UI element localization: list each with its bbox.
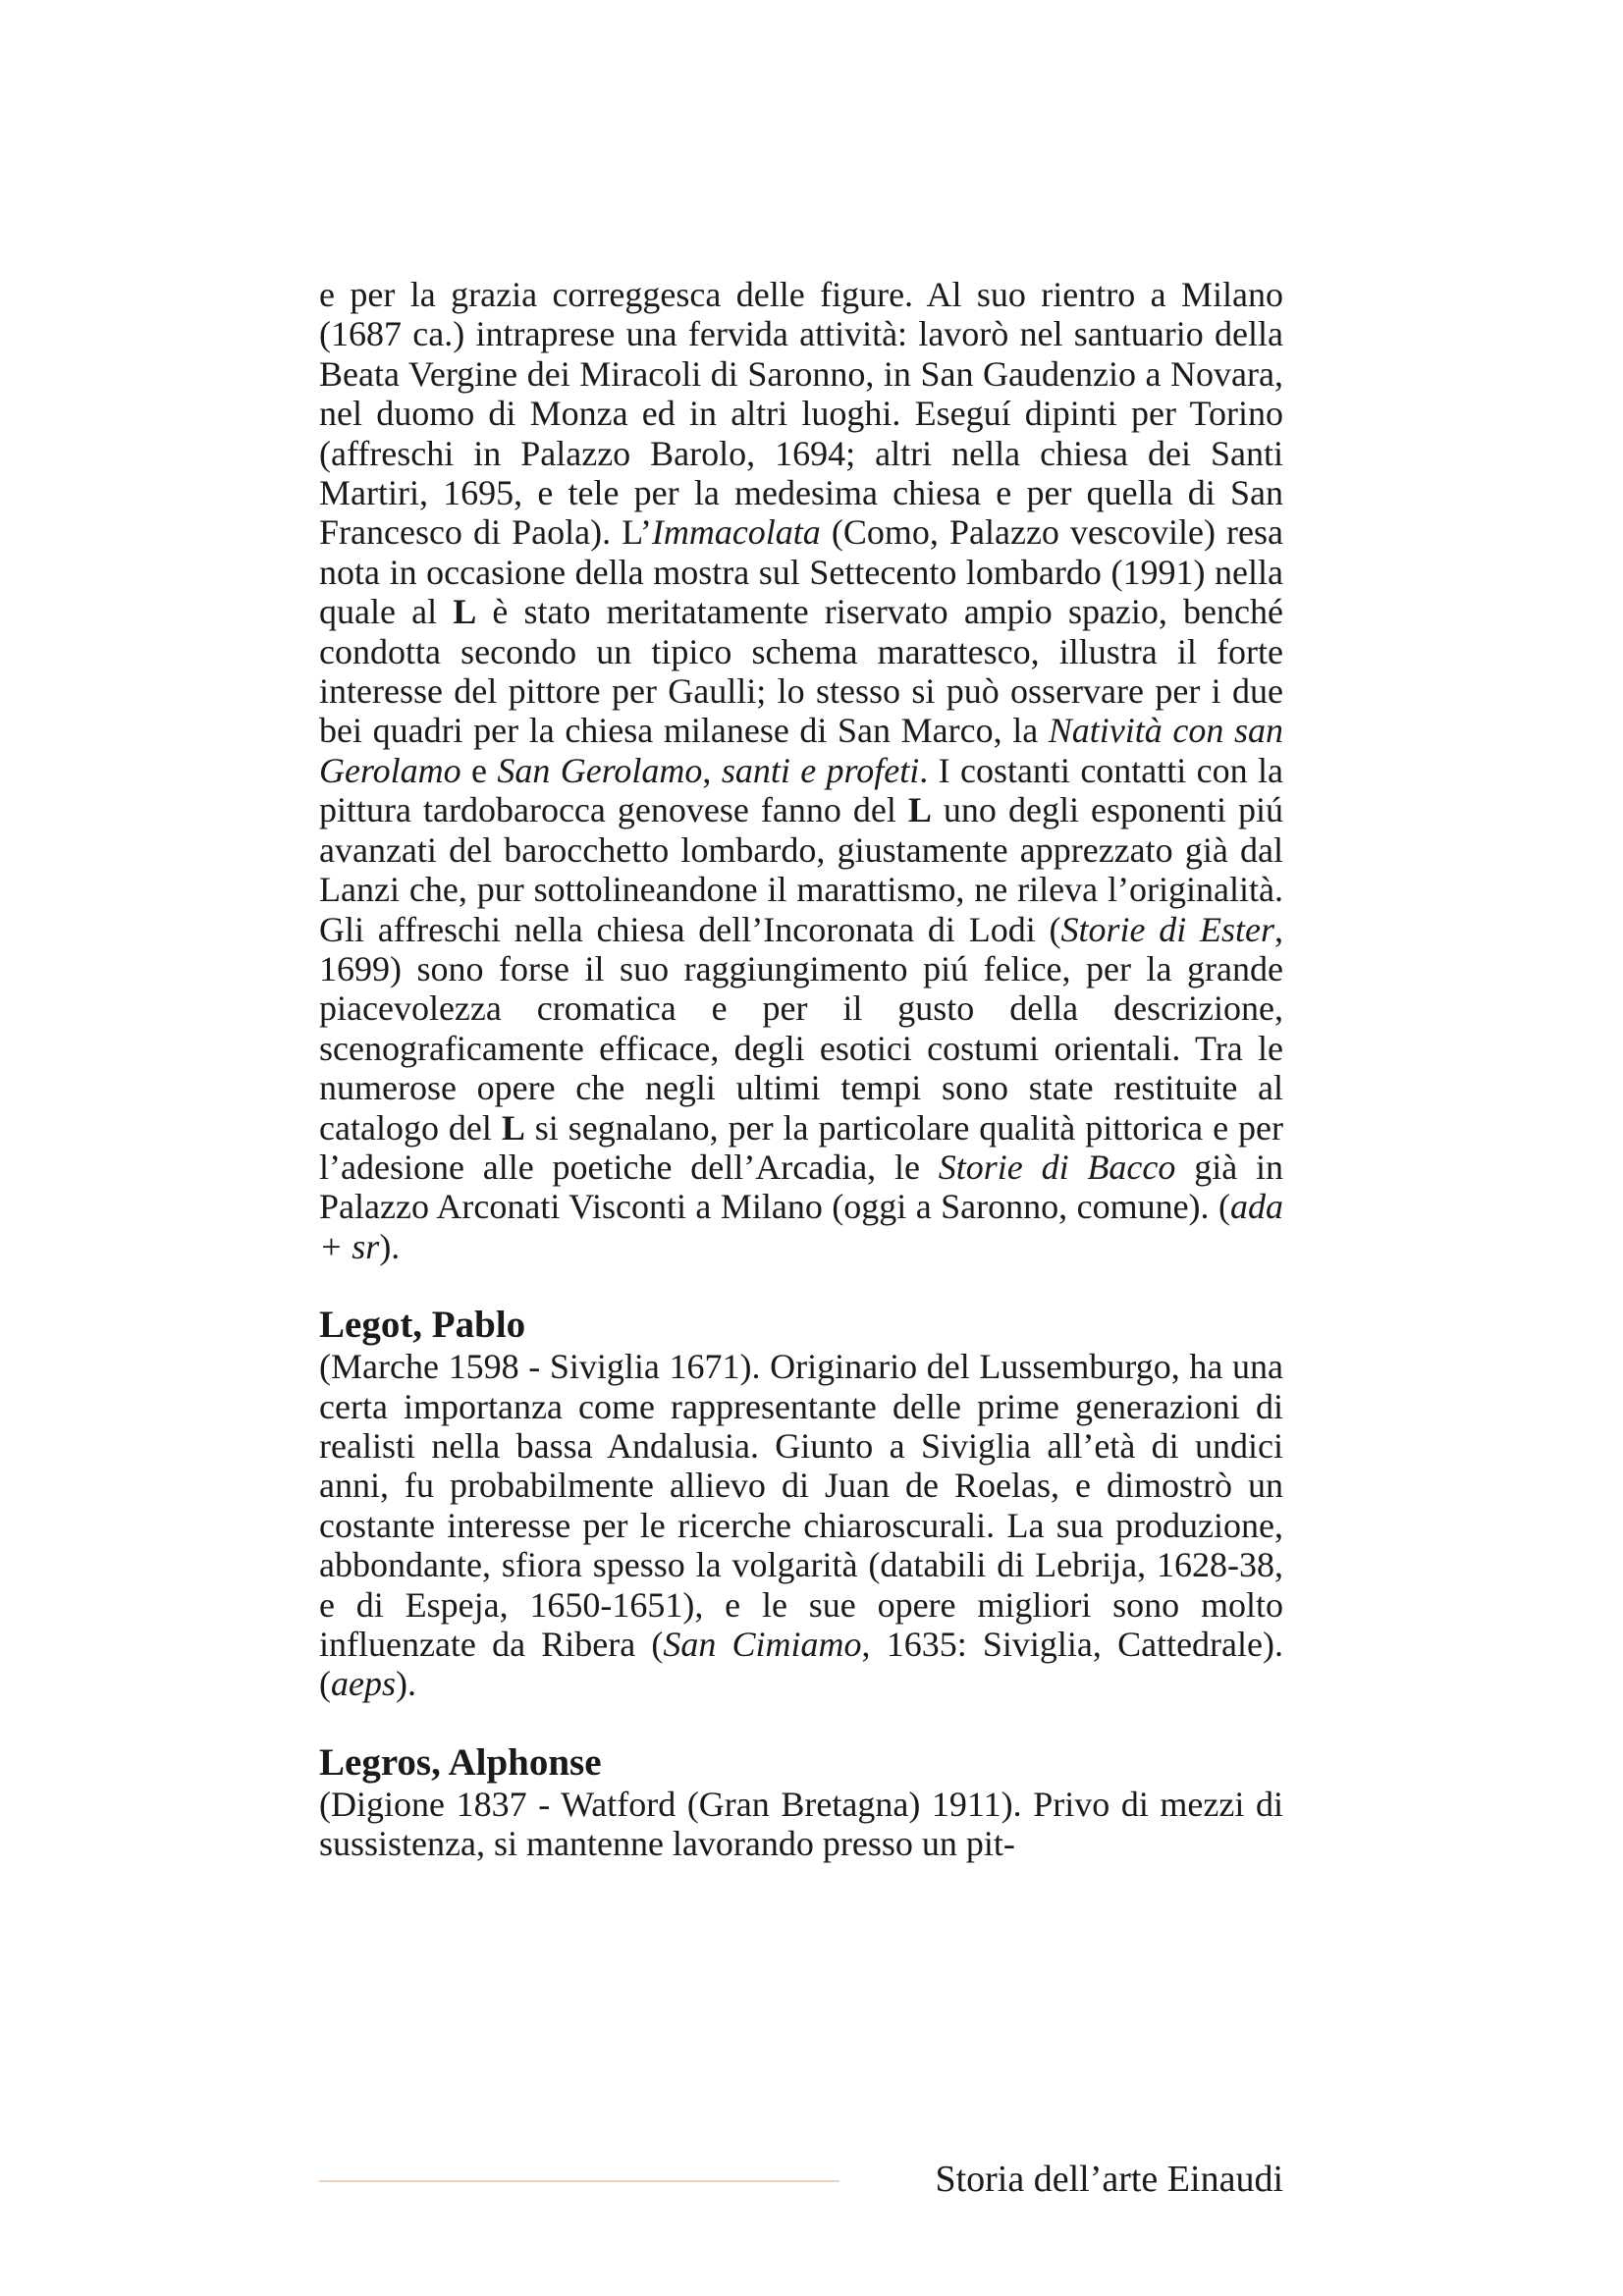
footer-rule [319,2180,839,2182]
text-run: , 1699) sono forse il suo raggiungimento piú felice, per la grande piacevolezza cromatica e per il gusto della descrizione, scenograficamente efficace, degli esotici costumi orientali. Tra le numerose opere che negli ultimi tempi sono state restituite al catalogo del [319,909,1284,1148]
text-run: e [460,750,498,790]
entry-text-legot [319,1347,1283,1704]
page-footer [319,2155,1283,2204]
text-run: , [702,750,722,790]
author-initials: ada + sr [319,1187,1283,1266]
artwork-title: Storie di Bacco [938,1147,1176,1187]
artwork-title: Storie di Ester [1060,909,1275,949]
text-run: è stato meritatamente riservato ampio spazio, benché condotta secondo un tipico schema marattesco, illustra il forte interesse del pittore per Gaulli; lo stesso si può osservare per i due bei quadri per la chiesa milanese di San Marco, la [319,592,1283,751]
footer-title: Storia dell’arte Einaudi [935,2159,1283,2200]
page-body [319,275,1283,1864]
artwork-title: San Cimiamo [663,1625,862,1664]
text-run: si segnalano, per la particolare qualità pittorica e per l’adesione alle poetiche dell’Arcadia, le [319,1107,1283,1187]
text-run: uno degli esponenti piú avanzati del barocchetto lombardo, giustamente apprezzato già dal Lanzi che, pur sottolineandone il marattismo, ne rileva l’originalità. Gli affreschi nella chiesa dell’Incoronata di Lodi ( [319,790,1283,949]
entry-heading-legros: Legros, Alphonse [319,1740,602,1784]
text-run: ). [379,1226,401,1266]
artwork-title: Immacolata [651,512,821,553]
author-initials: aeps [331,1664,396,1704]
text-run: . I costanti contatti con la pittura tardobarocca genovese fanno del [319,750,1283,830]
text-run: , 1635: Siviglia, Cattedrale). ( [319,1625,1283,1704]
text-run: (Marche 1598 - Siviglia 1671). Originario del Lussemburgo, ha una certa importanza come rappresentante delle prime generazioni di realisti nella bassa Andalusia. Giunto a Siviglia all’età di undici anni, fu probabilmente allievo di Juan de Roelas, e dimostrò un costante interesse per le ricerche chiaroscurali. La sua produzione, abbondante, sfiora spesso la volgarità (databili di Lebrija, 1628-38, e di Espeja, 1650-1651), e le sue opere migliori sono molto influenzate da Ribera ( [319,1347,1283,1664]
artwork-title: santi e profeti [721,750,920,790]
intro-paragraph [319,275,1283,1266]
text-run: (Digione 1837 - Watford (Gran Bretagna) 1911). Privo di mezzi di sussistenza, si mantenne lavorando presso un pit- [319,1784,1283,1864]
artwork-title: Natività con san Gerolamo [319,711,1283,790]
artwork-title: San Gerolamo [497,750,703,790]
entry-heading-legot: Legot, Pablo [319,1304,526,1347]
entry-abbreviation: L [453,592,477,632]
text-run: e per la grazia correggesca delle figure. Al suo rientro a Milano (1687 ca.) intraprese una fervida attività: lavorò nel santuario della Beata Vergine dei Miracoli di Saronno, in San Gaudenzio a Novara, nel duomo di Monza ed in altri luoghi. Eseguí dipinti per Torino (affreschi in Palazzo Barolo, 1694; altri nella chiesa dei Santi Martiri, 1695, e tele per la medesima chiesa e per quella di San Francesco di Paola). L’ [319,275,1283,553]
entry-text-legros [319,1785,1283,1864]
entry-abbreviation: L [501,1107,525,1148]
text-run: ). [396,1664,416,1704]
entry-abbreviation: L [907,790,932,830]
text-run: già in Palazzo Arconati Visconti a Milano (oggi a Saronno, comune). ( [319,1147,1283,1227]
text-run: (Como, Palazzo vescovile) resa nota in occasione della mostra sul Settecento lombardo (1991) nella quale al [319,512,1283,632]
